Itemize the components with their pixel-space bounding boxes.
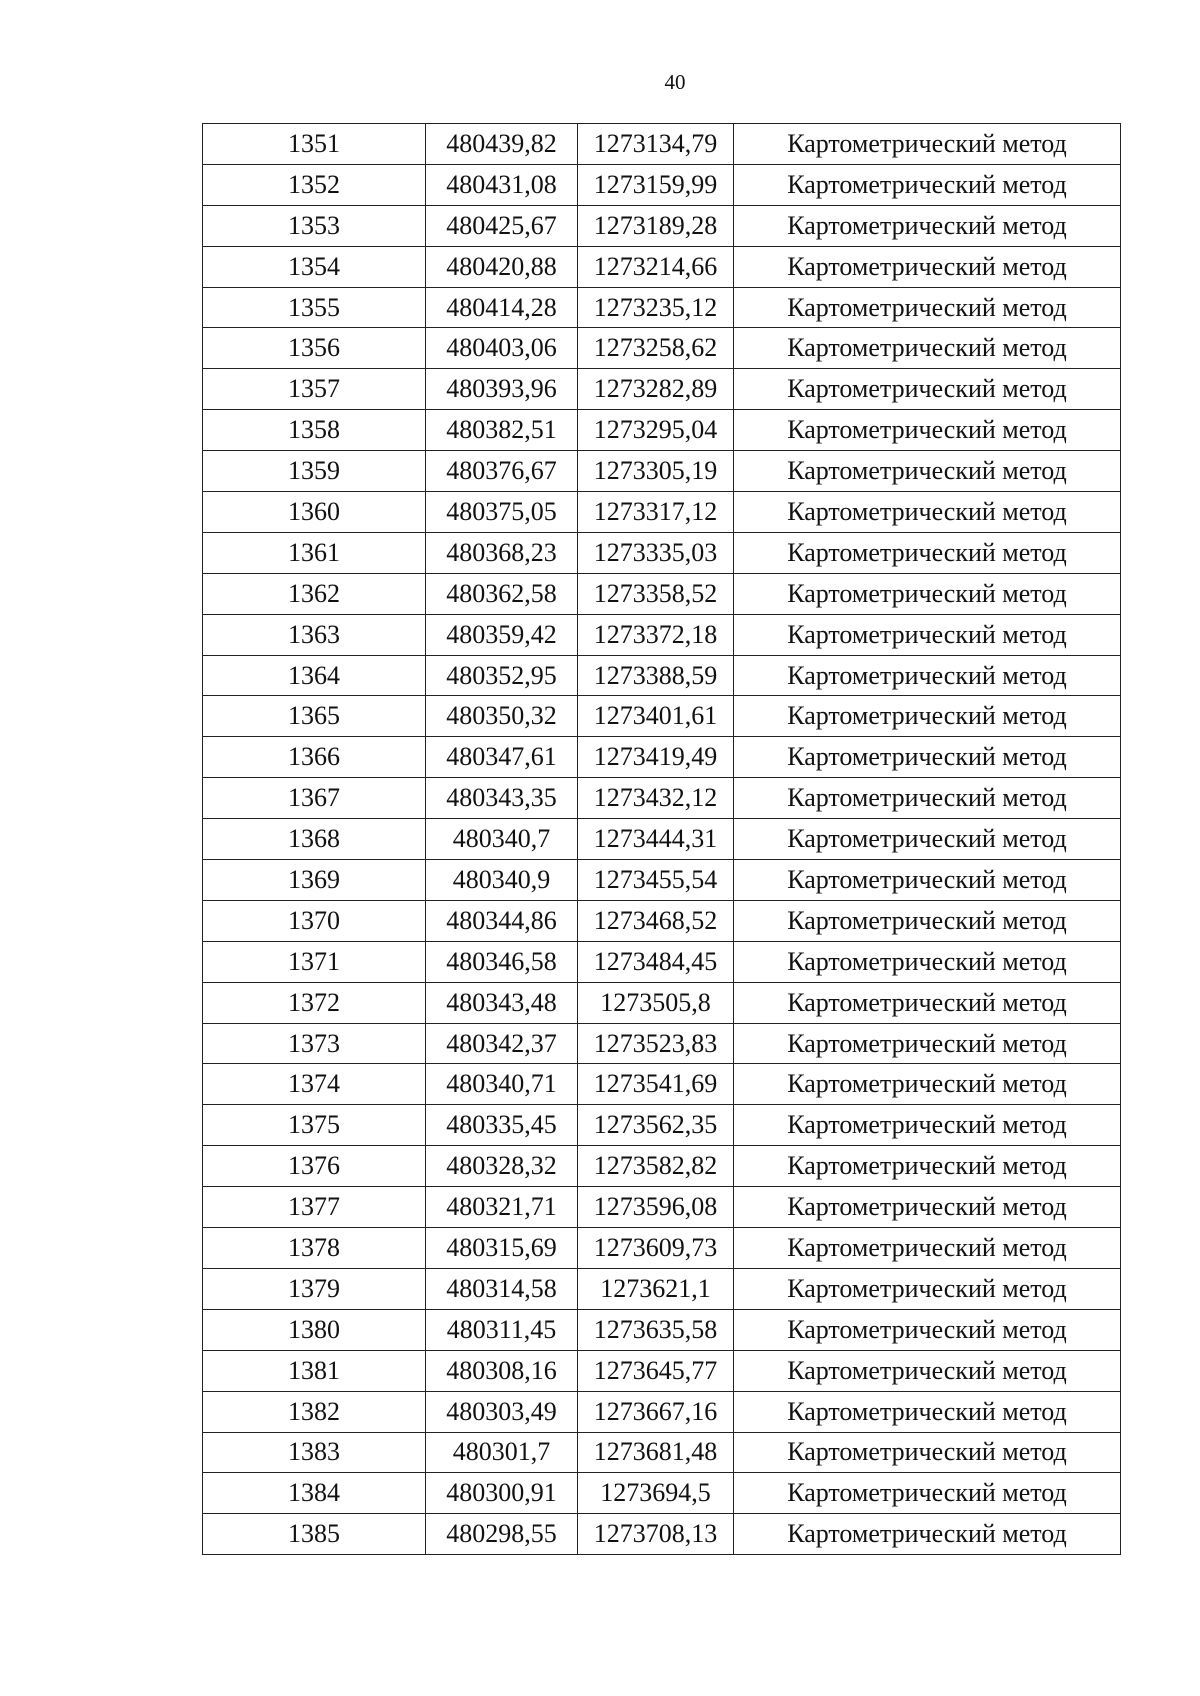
y-coordinate-cell: 1273432,12 xyxy=(578,778,734,819)
table-row xyxy=(203,492,1121,533)
point-number-cell: 1379 xyxy=(203,1268,426,1309)
table-row xyxy=(203,1023,1121,1064)
point-number-cell: 1383 xyxy=(203,1432,426,1473)
y-coordinate-cell: 1273609,73 xyxy=(578,1228,734,1269)
y-coordinate-cell: 1273295,04 xyxy=(578,410,734,451)
y-coordinate-cell: 1273645,77 xyxy=(578,1350,734,1391)
point-number-cell: 1382 xyxy=(203,1391,426,1432)
table-row xyxy=(203,1391,1121,1432)
table-row xyxy=(203,124,1121,165)
table-row xyxy=(203,573,1121,614)
point-number-cell: 1357 xyxy=(203,369,426,410)
x-coordinate-cell: 480414,28 xyxy=(426,287,578,328)
table-row xyxy=(203,900,1121,941)
point-number-cell: 1360 xyxy=(203,492,426,533)
method-cell: Картометрический метод xyxy=(734,737,1121,778)
y-coordinate-cell: 1273258,62 xyxy=(578,328,734,369)
table-row xyxy=(203,1268,1121,1309)
method-cell: Картометрический метод xyxy=(734,860,1121,901)
y-coordinate-cell: 1273282,89 xyxy=(578,369,734,410)
y-coordinate-cell: 1273335,03 xyxy=(578,532,734,573)
point-number-cell: 1372 xyxy=(203,982,426,1023)
x-coordinate-cell: 480431,08 xyxy=(426,164,578,205)
method-cell: Картометрический метод xyxy=(734,205,1121,246)
x-coordinate-cell: 480425,67 xyxy=(426,205,578,246)
x-coordinate-cell: 480315,69 xyxy=(426,1228,578,1269)
x-coordinate-cell: 480298,55 xyxy=(426,1514,578,1555)
x-coordinate-cell: 480340,71 xyxy=(426,1064,578,1105)
y-coordinate-cell: 1273523,83 xyxy=(578,1023,734,1064)
method-cell: Картометрический метод xyxy=(734,1391,1121,1432)
method-cell: Картометрический метод xyxy=(734,1350,1121,1391)
y-coordinate-cell: 1273582,82 xyxy=(578,1146,734,1187)
point-number-cell: 1361 xyxy=(203,532,426,573)
point-number-cell: 1353 xyxy=(203,205,426,246)
x-coordinate-cell: 480340,9 xyxy=(426,860,578,901)
table-row xyxy=(203,369,1121,410)
method-cell: Картометрический метод xyxy=(734,778,1121,819)
x-coordinate-cell: 480382,51 xyxy=(426,410,578,451)
point-number-cell: 1352 xyxy=(203,164,426,205)
x-coordinate-cell: 480308,16 xyxy=(426,1350,578,1391)
x-coordinate-cell: 480359,42 xyxy=(426,614,578,655)
y-coordinate-cell: 1273189,28 xyxy=(578,205,734,246)
table-row xyxy=(203,737,1121,778)
table-row xyxy=(203,1432,1121,1473)
method-cell: Картометрический метод xyxy=(734,246,1121,287)
method-cell: Картометрический метод xyxy=(734,287,1121,328)
method-cell: Картометрический метод xyxy=(734,532,1121,573)
point-number-cell: 1385 xyxy=(203,1514,426,1555)
y-coordinate-cell: 1273562,35 xyxy=(578,1105,734,1146)
point-number-cell: 1373 xyxy=(203,1023,426,1064)
point-number-cell: 1371 xyxy=(203,941,426,982)
point-number-cell: 1365 xyxy=(203,696,426,737)
x-coordinate-cell: 480403,06 xyxy=(426,328,578,369)
x-coordinate-cell: 480439,82 xyxy=(426,124,578,165)
y-coordinate-cell: 1273468,52 xyxy=(578,900,734,941)
point-number-cell: 1363 xyxy=(203,614,426,655)
coordinates-table-body xyxy=(203,124,1121,1555)
table-row xyxy=(203,1473,1121,1514)
table-row xyxy=(203,1064,1121,1105)
y-coordinate-cell: 1273401,61 xyxy=(578,696,734,737)
x-coordinate-cell: 480362,58 xyxy=(426,573,578,614)
x-coordinate-cell: 480314,58 xyxy=(426,1268,578,1309)
x-coordinate-cell: 480335,45 xyxy=(426,1105,578,1146)
x-coordinate-cell: 480342,37 xyxy=(426,1023,578,1064)
method-cell: Картометрический метод xyxy=(734,328,1121,369)
table-row xyxy=(203,451,1121,492)
x-coordinate-cell: 480350,32 xyxy=(426,696,578,737)
y-coordinate-cell: 1273708,13 xyxy=(578,1514,734,1555)
x-coordinate-cell: 480303,49 xyxy=(426,1391,578,1432)
point-number-cell: 1376 xyxy=(203,1146,426,1187)
method-cell: Картометрический метод xyxy=(734,614,1121,655)
method-cell: Картометрический метод xyxy=(734,1064,1121,1105)
x-coordinate-cell: 480340,7 xyxy=(426,819,578,860)
method-cell: Картометрический метод xyxy=(734,1268,1121,1309)
point-number-cell: 1384 xyxy=(203,1473,426,1514)
method-cell: Картометрический метод xyxy=(734,655,1121,696)
y-coordinate-cell: 1273681,48 xyxy=(578,1432,734,1473)
x-coordinate-cell: 480347,61 xyxy=(426,737,578,778)
point-number-cell: 1351 xyxy=(203,124,426,165)
point-number-cell: 1370 xyxy=(203,900,426,941)
method-cell: Картометрический метод xyxy=(734,982,1121,1023)
method-cell: Картометрический метод xyxy=(734,1514,1121,1555)
method-cell: Картометрический метод xyxy=(734,492,1121,533)
point-number-cell: 1354 xyxy=(203,246,426,287)
method-cell: Картометрический метод xyxy=(734,1473,1121,1514)
point-number-cell: 1364 xyxy=(203,655,426,696)
method-cell: Картометрический метод xyxy=(734,1105,1121,1146)
table-row xyxy=(203,982,1121,1023)
table-row xyxy=(203,860,1121,901)
point-number-cell: 1358 xyxy=(203,410,426,451)
table-row xyxy=(203,614,1121,655)
y-coordinate-cell: 1273455,54 xyxy=(578,860,734,901)
method-cell: Картометрический метод xyxy=(734,941,1121,982)
y-coordinate-cell: 1273444,31 xyxy=(578,819,734,860)
x-coordinate-cell: 480376,67 xyxy=(426,451,578,492)
table-row xyxy=(203,1350,1121,1391)
x-coordinate-cell: 480346,58 xyxy=(426,941,578,982)
point-number-cell: 1356 xyxy=(203,328,426,369)
method-cell: Картометрический метод xyxy=(734,1228,1121,1269)
point-number-cell: 1375 xyxy=(203,1105,426,1146)
method-cell: Картометрический метод xyxy=(734,1187,1121,1228)
y-coordinate-cell: 1273134,79 xyxy=(578,124,734,165)
table-row xyxy=(203,1146,1121,1187)
point-number-cell: 1355 xyxy=(203,287,426,328)
y-coordinate-cell: 1273484,45 xyxy=(578,941,734,982)
x-coordinate-cell: 480321,71 xyxy=(426,1187,578,1228)
y-coordinate-cell: 1273388,59 xyxy=(578,655,734,696)
y-coordinate-cell: 1273505,8 xyxy=(578,982,734,1023)
x-coordinate-cell: 480420,88 xyxy=(426,246,578,287)
method-cell: Картометрический метод xyxy=(734,696,1121,737)
table-row xyxy=(203,696,1121,737)
method-cell: Картометрический метод xyxy=(734,451,1121,492)
x-coordinate-cell: 480344,86 xyxy=(426,900,578,941)
y-coordinate-cell: 1273214,66 xyxy=(578,246,734,287)
method-cell: Картометрический метод xyxy=(734,164,1121,205)
table-row xyxy=(203,1105,1121,1146)
method-cell: Картометрический метод xyxy=(734,1432,1121,1473)
table-row xyxy=(203,655,1121,696)
point-number-cell: 1381 xyxy=(203,1350,426,1391)
method-cell: Картометрический метод xyxy=(734,369,1121,410)
y-coordinate-cell: 1273305,19 xyxy=(578,451,734,492)
y-coordinate-cell: 1273541,69 xyxy=(578,1064,734,1105)
coordinates-table xyxy=(202,123,1121,1555)
x-coordinate-cell: 480352,95 xyxy=(426,655,578,696)
table-row xyxy=(203,532,1121,573)
table-row xyxy=(203,328,1121,369)
point-number-cell: 1367 xyxy=(203,778,426,819)
table-row xyxy=(203,287,1121,328)
table-row xyxy=(203,1309,1121,1350)
x-coordinate-cell: 480375,05 xyxy=(426,492,578,533)
table-row xyxy=(203,819,1121,860)
table-row xyxy=(203,1228,1121,1269)
point-number-cell: 1359 xyxy=(203,451,426,492)
page-number: 40 xyxy=(664,70,686,94)
table-row xyxy=(203,205,1121,246)
point-number-cell: 1362 xyxy=(203,573,426,614)
y-coordinate-cell: 1273372,18 xyxy=(578,614,734,655)
y-coordinate-cell: 1273159,99 xyxy=(578,164,734,205)
y-coordinate-cell: 1273667,16 xyxy=(578,1391,734,1432)
y-coordinate-cell: 1273317,12 xyxy=(578,492,734,533)
x-coordinate-cell: 480300,91 xyxy=(426,1473,578,1514)
method-cell: Картометрический метод xyxy=(734,124,1121,165)
x-coordinate-cell: 480301,7 xyxy=(426,1432,578,1473)
point-number-cell: 1369 xyxy=(203,860,426,901)
x-coordinate-cell: 480343,35 xyxy=(426,778,578,819)
method-cell: Картометрический метод xyxy=(734,1309,1121,1350)
point-number-cell: 1377 xyxy=(203,1187,426,1228)
y-coordinate-cell: 1273358,52 xyxy=(578,573,734,614)
method-cell: Картометрический метод xyxy=(734,410,1121,451)
table-row xyxy=(203,778,1121,819)
y-coordinate-cell: 1273635,58 xyxy=(578,1309,734,1350)
x-coordinate-cell: 480393,96 xyxy=(426,369,578,410)
method-cell: Картометрический метод xyxy=(734,1023,1121,1064)
table-row xyxy=(203,164,1121,205)
method-cell: Картометрический метод xyxy=(734,819,1121,860)
point-number-cell: 1366 xyxy=(203,737,426,778)
table-row xyxy=(203,1187,1121,1228)
table-row xyxy=(203,941,1121,982)
y-coordinate-cell: 1273235,12 xyxy=(578,287,734,328)
y-coordinate-cell: 1273596,08 xyxy=(578,1187,734,1228)
y-coordinate-cell: 1273419,49 xyxy=(578,737,734,778)
point-number-cell: 1380 xyxy=(203,1309,426,1350)
x-coordinate-cell: 480328,32 xyxy=(426,1146,578,1187)
method-cell: Картометрический метод xyxy=(734,1146,1121,1187)
point-number-cell: 1374 xyxy=(203,1064,426,1105)
table-row xyxy=(203,1514,1121,1555)
x-coordinate-cell: 480311,45 xyxy=(426,1309,578,1350)
y-coordinate-cell: 1273694,5 xyxy=(578,1473,734,1514)
y-coordinate-cell: 1273621,1 xyxy=(578,1268,734,1309)
x-coordinate-cell: 480343,48 xyxy=(426,982,578,1023)
table-row xyxy=(203,410,1121,451)
table-row xyxy=(203,246,1121,287)
point-number-cell: 1368 xyxy=(203,819,426,860)
point-number-cell: 1378 xyxy=(203,1228,426,1269)
x-coordinate-cell: 480368,23 xyxy=(426,532,578,573)
method-cell: Картометрический метод xyxy=(734,573,1121,614)
method-cell: Картометрический метод xyxy=(734,900,1121,941)
